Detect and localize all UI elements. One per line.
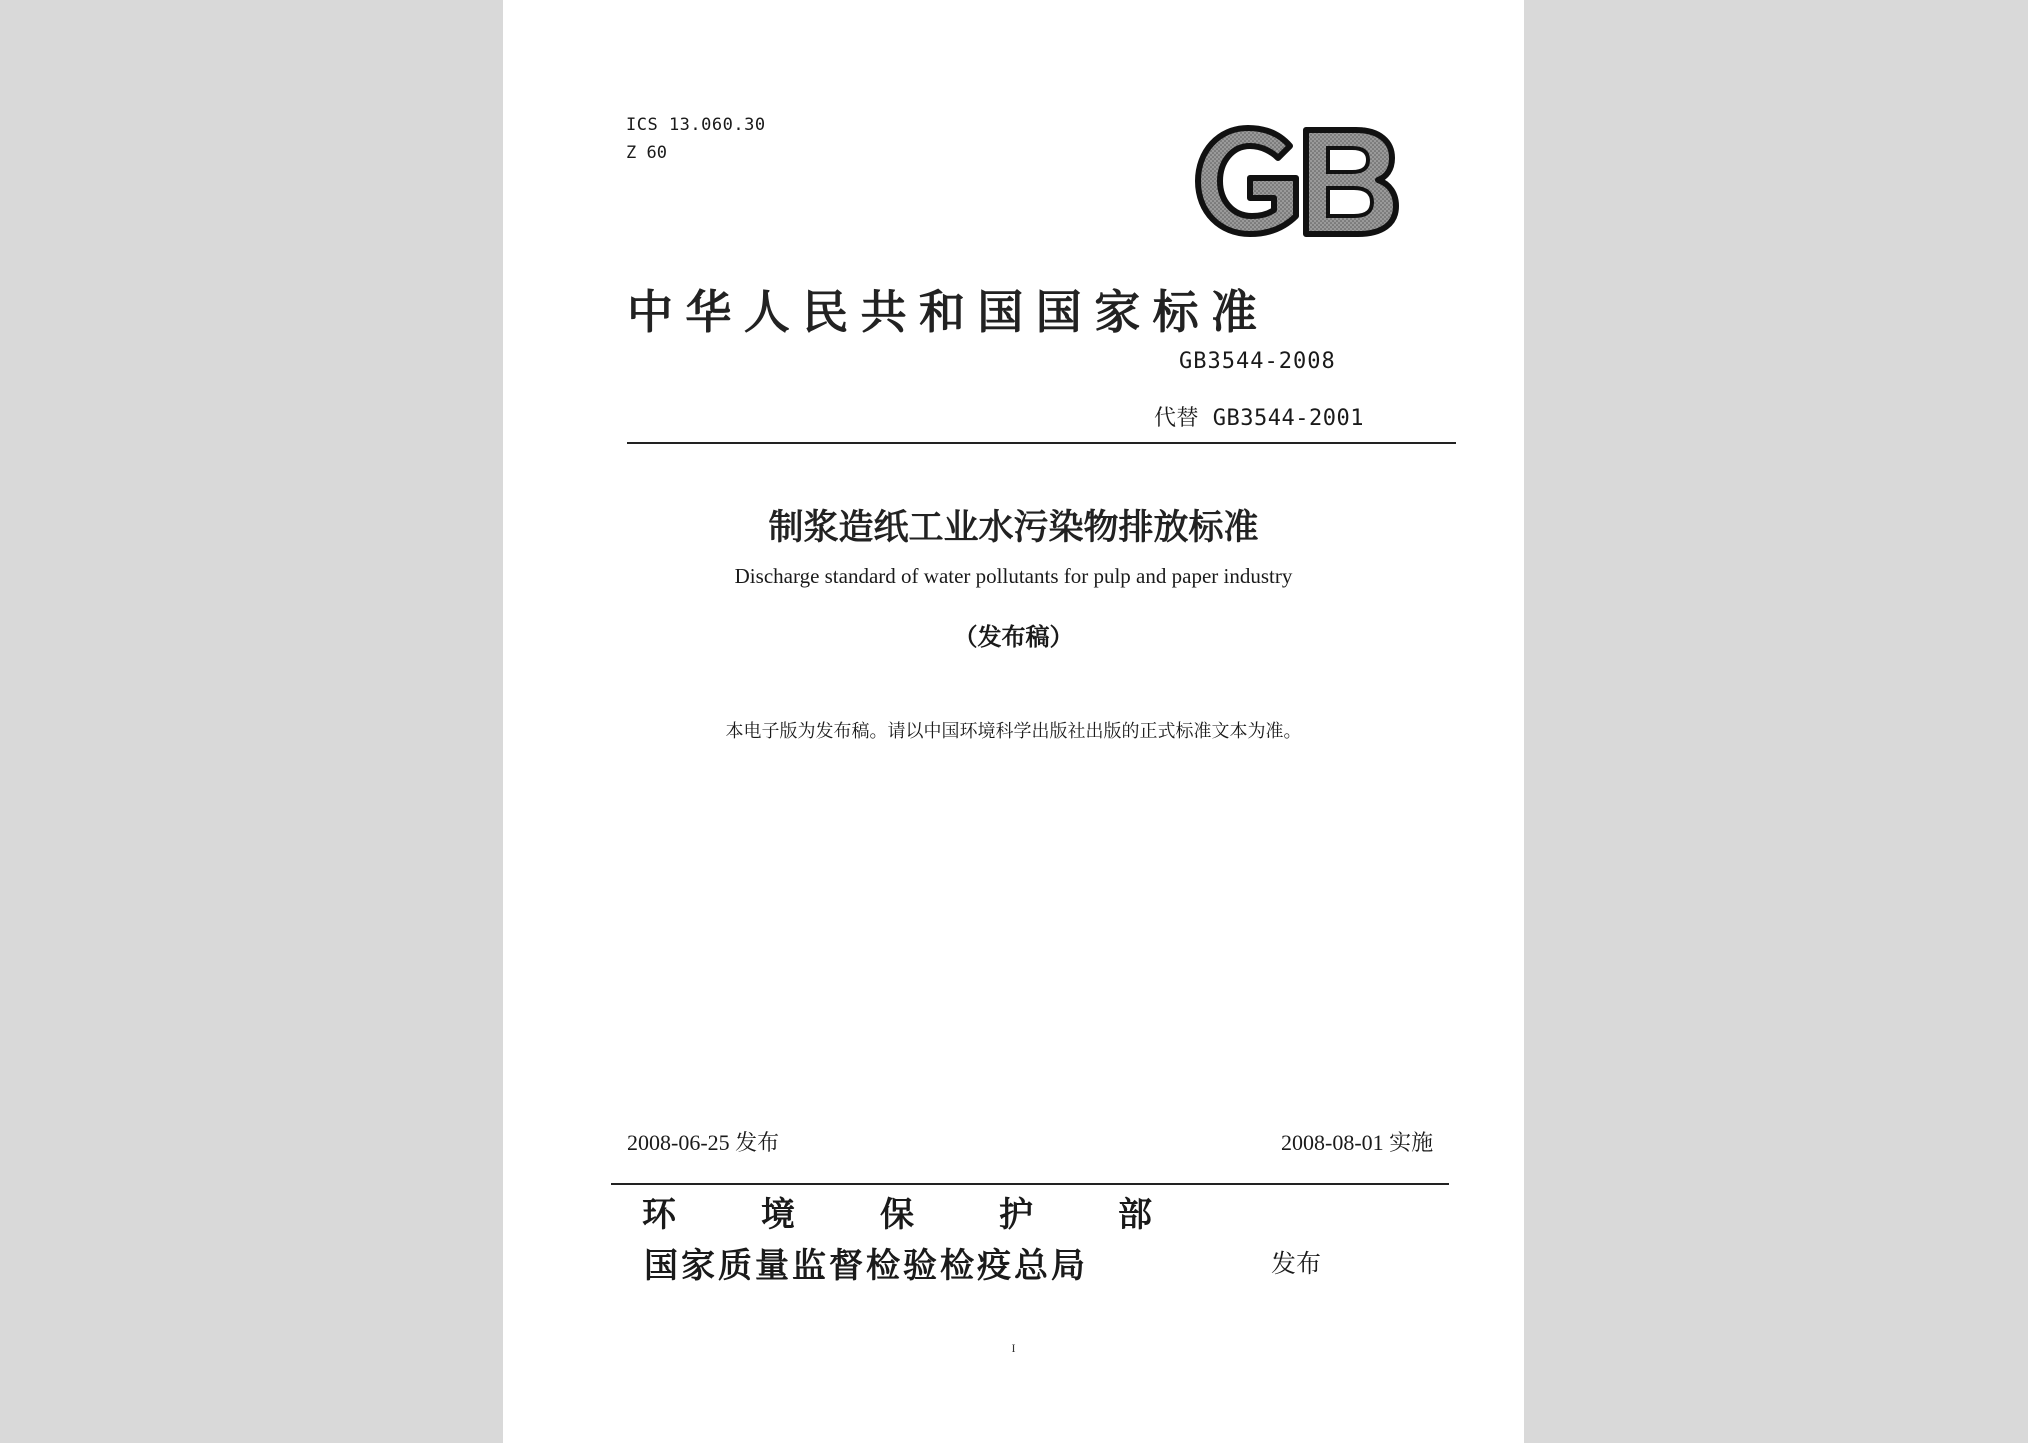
ics-code: ICS 13.060.30 (626, 115, 766, 135)
bottom-rule (611, 1183, 1449, 1185)
document-page (503, 0, 1524, 1443)
standard-title-chinese: 制浆造纸工业水污染物排放标准 (768, 508, 1259, 548)
gb-logo (1192, 124, 1400, 238)
issuer-administration: 国家质量监督检验检疫总局 (644, 1246, 1088, 1286)
page-number: I (1011, 1341, 1016, 1355)
issued-label: 发布 (1271, 1249, 1322, 1278)
national-standard-title: 中华人民共和国国家标准 (627, 285, 1270, 339)
standard-title-english: Discharge standard of water pollutants for pulp and paper industry (734, 564, 1293, 588)
notice-text: 本电子版为发布稿。请以中国环境科学出版社出版的正式标准文本为准。 (725, 721, 1302, 742)
effective-date: 2008-08-01 实施 (1281, 1130, 1434, 1155)
replaces-standard: 代替 GB3544-2001 (1154, 406, 1364, 431)
ccs-code: Z 60 (626, 143, 667, 163)
draft-label: （发布稿） (953, 623, 1074, 651)
gb-logo-text: GB (1296, 236, 1298, 237)
standard-number: GB3544-2008 (1179, 349, 1336, 374)
top-rule (627, 442, 1456, 444)
issuer-ministry: 环境保护部 (642, 1195, 1237, 1235)
issue-date: 2008-06-25 发布 (627, 1130, 780, 1155)
